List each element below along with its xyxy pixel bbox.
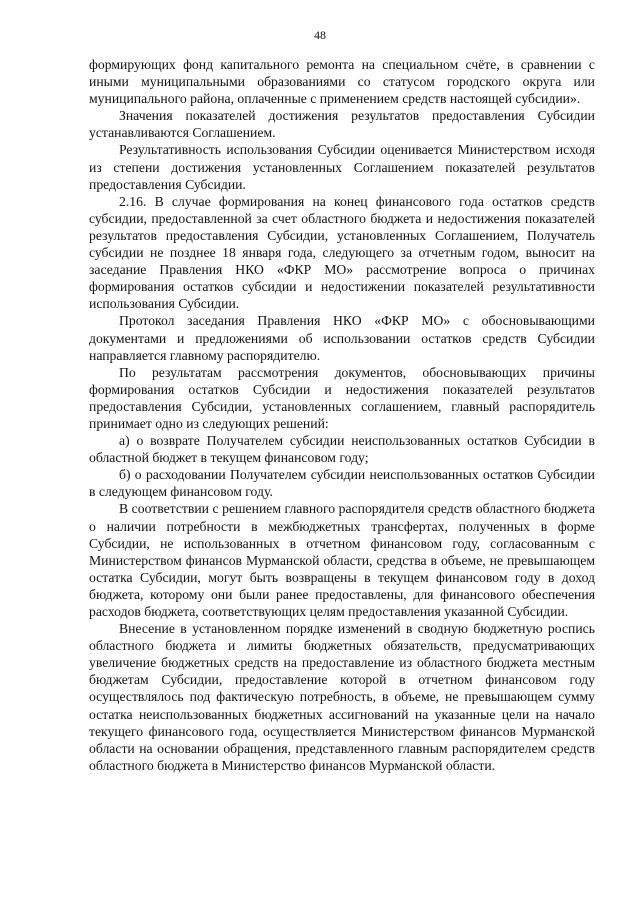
document-body <box>89 56 595 774</box>
paragraph-review-results: По результатам рассмотрения документов, обосновывающих причины формирования остатков Субсидии и недостижения показателей результатов предоставления Субсидии, установленных соглашением, главный распорядитель принимает одно из следующих решений: <box>89 364 595 431</box>
paragraph-indicators-set: Значения показателей достижения результатов предоставления Субсидии устанавливаются Соглашением. <box>89 108 595 141</box>
paragraph-option-a: а) о возврате Получателем субсидии неиспользованных остатков Субсидии в областной бюджет в текущем финансовом году; <box>89 433 595 466</box>
paragraph-protocol: Протокол заседания Правления НКО «ФКР МО» с обосновывающими документами и предложениями об использовании остатков средств Субсидии направляется главному распорядителю. <box>89 313 595 363</box>
paragraph-2-16: 2.16. В случае формирования на конец финансового года остатков средств субсидии, предоставленной за счет областного бюджета и недостижения показателей результатов предоставления Субсидии, установленных Соглашением, Получатель субсидии не позднее 18 января года, следующего за отчетным годом, выносит на заседание Правления НКО «ФКР МО» рассмотрение вопроса о причинах формирования остатков субсидии и недостижении показателей результативности использования Субсидии. <box>89 193 595 312</box>
page-number: 48 <box>314 28 326 42</box>
paragraph-continuation: формирующих фонд капитального ремонта на специальном счёте, в сравнении с иными муниципальными образованиями со статусом городского округа или муниципального района, оплаченные с применением средств настоящей субсидии». <box>89 57 595 107</box>
paragraph-return-to-budget: В соответствии с решением главного распорядителя средств областного бюджета о наличии потребности в межбюджетных трансфертах, полученных в форме Субсидии, не использованных в отчетном финансовом году, согласованным с Министерством финансов Мурманской области, средства в объеме, не превышающем остатка Субсидии, могут быть возвращены в текущем финансовом году в доход бюджета, которому они были ранее предоставлены, для финансового обеспечения расходов бюджета, соответствующих целям предоставления указанной Субсидии. <box>89 501 595 619</box>
paragraph-budget-changes: Внесение в установленном порядке изменений в сводную бюджетную роспись областного бюджета и лимиты бюджетных обязательств, предусматривающих увеличение бюджетных средств на предоставление из областного бюджета местным бюджетам Субсидии, предоставление которой в отчетном финансовом году осуществлялось под фактическую потребность, в объеме, не превышающем сумму остатка неиспользованных бюджетных ассигнований на указанные цели на начало текущего финансового года, осуществляется Министерством финансов Мурманской области на основании обращения, представленного главным распорядителем средств областного бюджета в Министерство финансов Мурманской области. <box>89 621 595 773</box>
paragraph-effectiveness: Результативность использования Субсидии оценивается Министерством исходя из степени достижения установленных Соглашением показателей результатов предоставления Субсидии. <box>89 142 595 192</box>
paragraph-option-b: б) о расходовании Получателем субсидии неиспользованных остатков Субсидии в следующем финансовом году. <box>89 467 595 500</box>
